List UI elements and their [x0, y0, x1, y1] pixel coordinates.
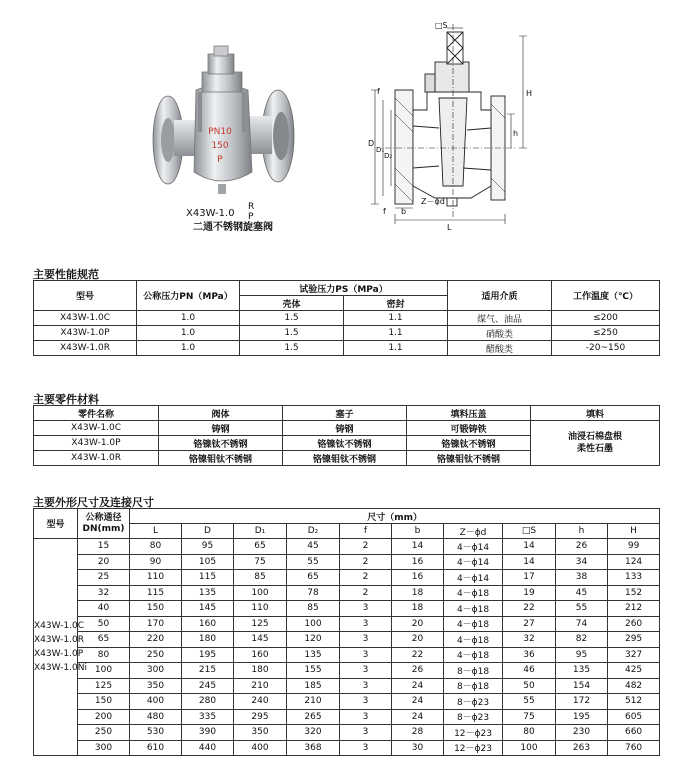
table-row: X43W-1.0C X43W-1.0R X43W-1.0P X43W-1.0Ni 15 80 95 65 45 2 14 4－ϕ14 14 26 99 — [34, 539, 660, 555]
photo-caption-name: 二通不锈钢旋塞阀 — [193, 222, 273, 233]
table-row: 50 170 160 125 100 3 20 4－ϕ18 27 74 260 — [34, 616, 660, 632]
dim-label-H: H — [526, 89, 533, 98]
dim-label-b: b — [401, 207, 407, 216]
dim-col-header: D₁ — [234, 524, 287, 539]
body-mark-pn: PN10 — [208, 127, 232, 137]
section3-title: 主要外形尺寸及连接尺寸 — [33, 496, 154, 509]
table-row: X43W-1.0R 1.0 1.5 1.1 醋酸类 -20~150 — [34, 341, 660, 356]
section1-title: 主要性能规范 — [33, 268, 99, 281]
perf-header-temp: 工作温度（℃） — [552, 281, 660, 311]
table-row: 100 300 215 180 155 3 26 8－ϕ18 46 135 425 — [34, 663, 660, 679]
dim-label-s: □S — [435, 21, 448, 30]
table-row: 250 530 390 350 320 3 28 12－ϕ23 80 230 660 — [34, 725, 660, 741]
dim-label-zphi: Z－ϕd — [421, 197, 445, 206]
dim-header-dn: 公称通径 DN(mm) — [78, 509, 130, 539]
perf-header-pn: 公称压力PN（MPa） — [137, 281, 240, 311]
table-row: 300 610 440 400 368 3 30 12－ϕ23 100 263 760 — [34, 740, 660, 756]
photo-caption-model: X43W-1.0 R P — [186, 202, 255, 222]
table-row: X43W-1.0P 1.0 1.5 1.1 硝酸类 ≤250 — [34, 326, 660, 341]
table-row: X43W-1.0C 铸钢 铸钢 可锻铸铁 油浸石棉盘根 柔性石墨 — [34, 421, 660, 436]
dimensions-table — [33, 508, 660, 756]
table-row: 200 480 335 295 265 3 24 8－ϕ23 75 195 605 — [34, 709, 660, 725]
dim-label-h: h — [513, 129, 519, 138]
valve-photo — [140, 42, 300, 202]
table-row: X43W-1.0P 铬镍钛不锈钢 铬镍钛不锈钢 铬镍钛不锈钢 — [34, 436, 660, 451]
dim-label-D2: D₂ — [384, 152, 393, 160]
dim-header-size: 尺寸（mm） — [130, 509, 660, 524]
materials-table — [33, 405, 660, 466]
dim-col-header: f — [340, 524, 392, 539]
section2-title: 主要零件材料 — [33, 393, 99, 406]
dim-col-header: h — [556, 524, 608, 539]
dim-col-header: b — [392, 524, 444, 539]
valve-section-drawing — [355, 18, 545, 232]
dim-label-D: D — [368, 139, 375, 148]
perf-header-shell: 壳体 — [240, 296, 344, 311]
table-row: 20 90 105 75 55 2 16 4－ϕ14 14 34 124 — [34, 554, 660, 570]
table-row: X43W-1.0C 1.0 1.5 1.1 煤气、油品 ≤200 — [34, 311, 660, 326]
perf-header-ps: 试验压力PS（MPa） — [240, 281, 448, 296]
dim-col-header: D₂ — [287, 524, 340, 539]
performance-table — [33, 280, 660, 356]
table-row: 65 220 180 145 120 3 20 4－ϕ18 32 82 295 — [34, 632, 660, 648]
perf-header-model: 型号 — [34, 281, 137, 311]
dim-col-header: □S — [503, 524, 556, 539]
mat-header-packing: 填料 — [531, 406, 660, 421]
table-row: 32 115 135 100 78 2 18 4－ϕ18 19 45 152 — [34, 585, 660, 601]
body-mark-dn: 150 — [211, 141, 229, 151]
dim-label-D1: D₁ — [376, 146, 385, 154]
mat-header-gland: 填料压盖 — [407, 406, 531, 421]
dim-label-L: L — [447, 223, 452, 232]
perf-header-medium: 适用介质 — [448, 281, 552, 311]
dim-label-f-top: f — [377, 87, 380, 96]
body-mark-p: P — [217, 155, 223, 165]
dim-col-header: D — [182, 524, 234, 539]
table-row: 125 350 245 210 185 3 24 8－ϕ18 50 154 482 — [34, 678, 660, 694]
mat-header-body: 阀体 — [159, 406, 283, 421]
mat-header-part: 零件名称 — [34, 406, 159, 421]
table-row: X43W-1.0R 铬镍钼钛不锈钢 铬镍钼钛不锈钢 铬镍钼钛不锈钢 — [34, 451, 660, 466]
dim-col-header: H — [608, 524, 660, 539]
table-row: 25 110 115 85 65 2 16 4－ϕ14 17 38 133 — [34, 570, 660, 586]
dim-header-model: 型号 — [34, 509, 78, 539]
table-row: 150 400 280 240 210 3 24 8－ϕ23 55 172 512 — [34, 694, 660, 710]
dim-col-header: Z－ϕd — [444, 524, 503, 539]
dim-col-header: L — [130, 524, 182, 539]
model-list-cell: X43W-1.0C X43W-1.0R X43W-1.0P X43W-1.0Ni — [34, 539, 78, 756]
packing-cell: 油浸石棉盘根 柔性石墨 — [531, 421, 660, 466]
perf-header-seal: 密封 — [344, 296, 448, 311]
table-row: 80 250 195 160 135 3 22 4－ϕ18 36 95 327 — [34, 647, 660, 663]
dim-label-f-bottom: f — [383, 207, 386, 216]
table-row: 40 150 145 110 85 3 18 4－ϕ18 22 55 212 — [34, 601, 660, 617]
mat-header-plug: 塞子 — [283, 406, 407, 421]
